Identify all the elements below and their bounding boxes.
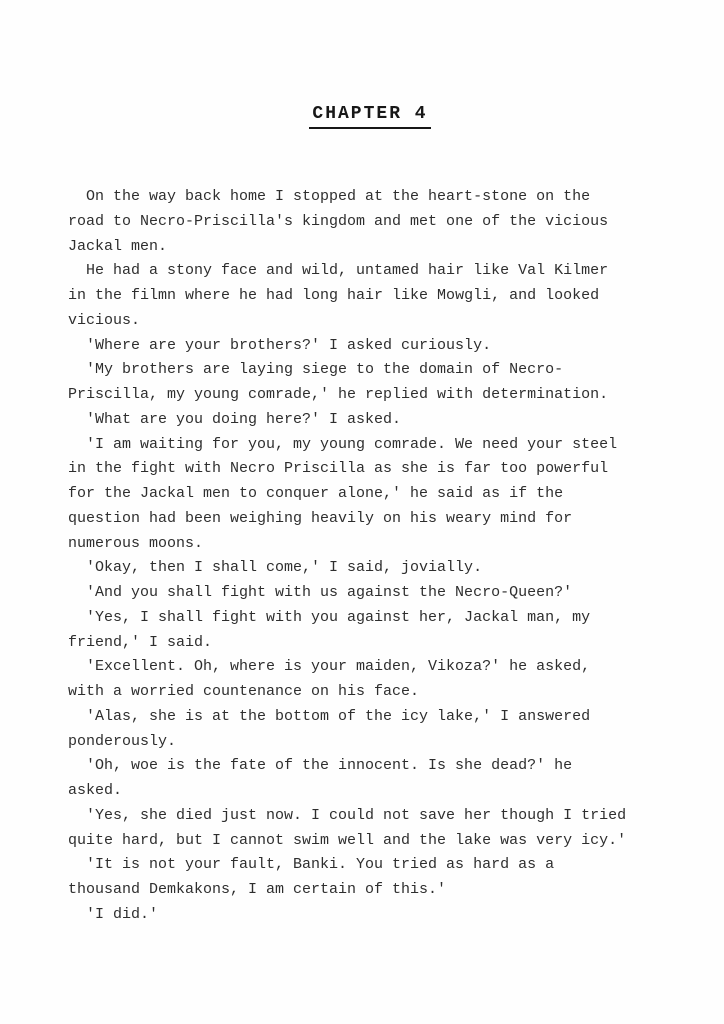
paragraph: 'Yes, she died just now. I could not save her though I tried quite hard, but I cannot swim well and the lake was very icy.'	[68, 806, 627, 849]
paragraph: 'Where are your brothers?' I asked curiously.	[86, 336, 492, 354]
paragraph: 'It is not your fault, Banki. You tried as hard as a thousand Demkakons, I am certain of this.'	[68, 856, 555, 898]
chapter-heading-row	[68, 104, 672, 130]
paragraph: He had a stony face and wild, untamed hair like Val Kilmer in the filmn where he had long hair like Mowgli, and looked vicious.	[68, 262, 609, 329]
paragraph: 'Excellent. Oh, where is your maiden, Vikoza?' he asked, with a worried countenance on his face.	[68, 658, 591, 700]
chapter-heading: CHAPTER 4	[309, 104, 430, 129]
paragraph: 'I am waiting for you, my young comrade. We need your steel in the fight with Necro Priscilla as she is far too powerful for the Jackal men to conquer alone,' he said as if the question had been weighing heavily on his weary mind for numerous moons.	[68, 435, 618, 552]
paragraph: 'Oh, woe is the fate of the innocent. Is she dead?' he asked.	[68, 757, 573, 799]
paragraph: 'What are you doing here?' I asked.	[86, 410, 402, 428]
chapter-text	[68, 185, 631, 928]
paragraph: 'I did.'	[86, 905, 159, 923]
paragraph: 'And you shall fight with us against the Necro-Queen?'	[86, 584, 573, 601]
paragraph: On the way back home I stopped at the heart-stone on the road to Necro-Priscilla's kingdom and met one of the vicious Jackal men.	[68, 188, 609, 255]
paragraph: 'Alas, she is at the bottom of the icy lake,' I answered ponderously.	[68, 707, 591, 750]
paragraph: 'My brothers are laying siege to the domain of Necro-Priscilla, my young comrade,' he replied with determination.	[68, 361, 609, 403]
paragraph: 'Yes, I shall fight with you against her, Jackal man, my friend,' I said.	[68, 608, 591, 651]
paragraph: 'Okay, then I shall come,' I said, jovially.	[86, 559, 483, 577]
